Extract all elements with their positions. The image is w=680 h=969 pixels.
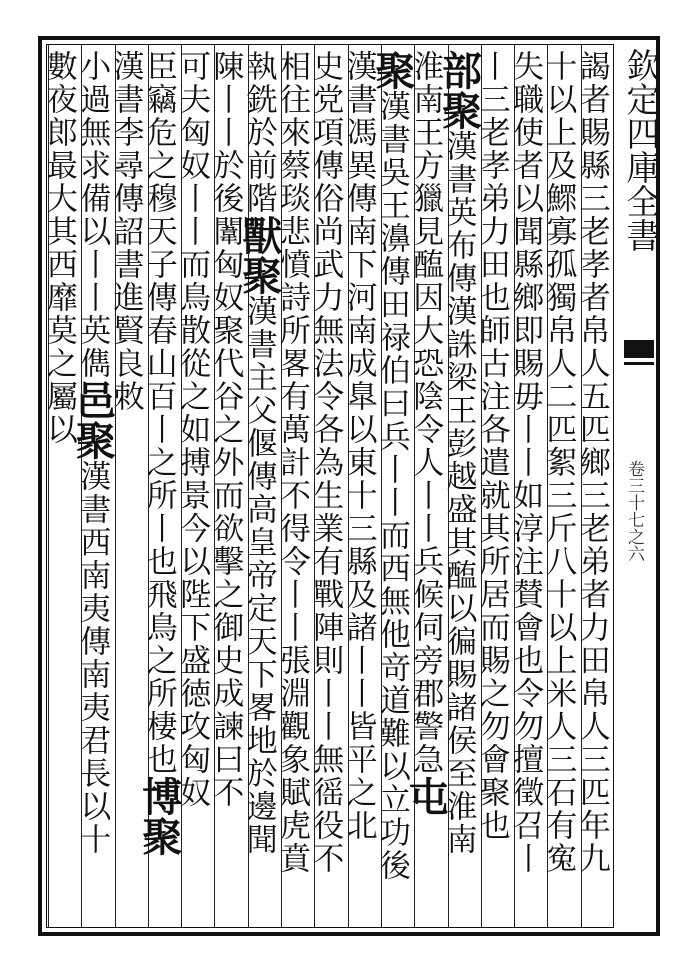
book-title: 欽定四庫全書 [620,48,660,252]
category-heading: 屯 [402,776,450,816]
fish-tail-line [624,362,654,365]
column-text-run: 史党項傳俗尚武力無法令各為生業有戰陣則丨丨無徭役不 [307,50,344,875]
column-text-run: 丨三老孝弟力田也師古注各遣就其所居而賜之勿會聚也 [473,50,510,842]
column-text-run: 陳丨丨於後闈 [207,50,244,248]
column-text-run: 相往來蔡琰悲憤詩所畧有萬計不得令丨丨張淵觀象賦虎賁 [274,50,310,875]
category-heading: 博聚 [135,776,183,856]
column-text-run: 漢書吳王濞傳田禄伯曰兵丨丨而西無他竒道難以立功後 [373,90,410,882]
column-text-run: 匈奴聚代谷之外而欲擊之御史成諫曰不 [207,248,244,809]
column-text-run: 十以上及鰥寡孤獨帛人二匹絮三斤八十以上米人三石有寃 [540,50,577,875]
column-text-run: 謁者賜縣三老孝者帛人五匹鄉三老弟者力田帛人三匹年九 [573,50,610,875]
column-text-run: 漢書英布傳漢誅梁王彭越盛其醢以徧賜諸侯至淮南 [440,130,477,856]
column-text-run: 淮南王方獵見醢因大恐陰令人丨丨兵候伺旁郡警急 [407,50,444,776]
category-heading: 聚 [368,50,416,90]
category-heading: 獸聚 [235,215,283,295]
column-text-run: 可夫匈奴丨丨而鳥散從之如搏景今以陛下盛徳攻匈奴 [174,50,211,809]
column-text-run: 漢書主父偃傳高皇帝定天下畧地於邊聞 [240,295,277,856]
fish-tail-mark [624,340,654,358]
column-text-run: 漢書西南夷傳南夷君長以十 [74,460,111,856]
column-text-run: 執銑於前階 [240,50,277,215]
volume-label: 卷三十七之六 [624,460,644,562]
column-text-run: 失職使者以聞縣鄉即賜毋丨丨如淳注賛會也令勿擅徵召丨 [507,50,544,875]
column-text-run: 臣竊危之穆天子傳春山百丨之所丨也飛鳥之所棲也 [140,50,177,776]
column-text-run: 數夜郎最大其西靡莫之屬以 [40,50,77,446]
column-text-run: 小過無求備以丨丨英儁 [74,50,111,380]
text-column [39,50,91,920]
category-heading: 部聚 [435,50,483,130]
category-heading: 邑聚 [69,380,117,460]
column-text-run: 漢書李尋傳詔書進賢良敇 [107,50,144,413]
column-text-run: 漢書馮異傳南下河南成臯以東十三縣及諸丨丨皆平之北 [340,50,377,842]
column-text [39,50,79,920]
